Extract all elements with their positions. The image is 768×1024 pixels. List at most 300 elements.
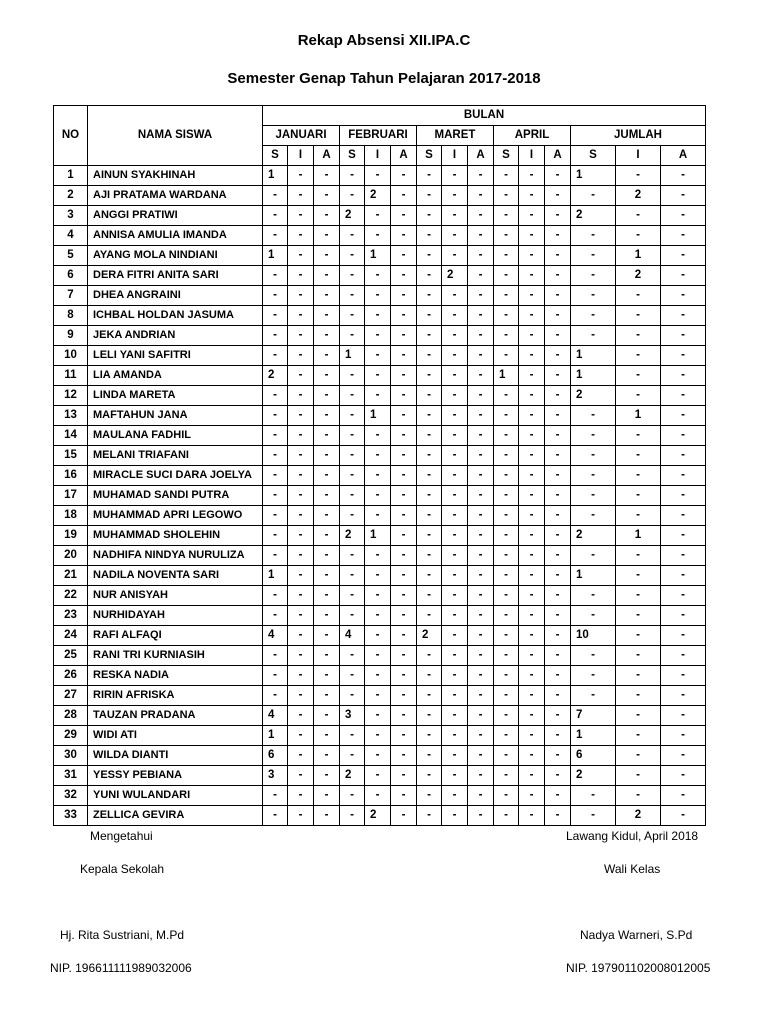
attendance-cell: - bbox=[519, 346, 545, 366]
attendance-cell: - bbox=[442, 166, 468, 186]
attendance-cell: - bbox=[288, 626, 314, 646]
attendance-cell: - bbox=[314, 686, 340, 706]
attendance-cell: - bbox=[494, 266, 519, 286]
student-name: RANI TRI KURNIASIH bbox=[88, 646, 263, 666]
attendance-cell: - bbox=[519, 766, 545, 786]
student-name: AJI PRATAMA WARDANA bbox=[88, 186, 263, 206]
attendance-cell: - bbox=[494, 546, 519, 566]
attendance-cell: - bbox=[519, 726, 545, 746]
row-number: 31 bbox=[54, 766, 88, 786]
attendance-cell: - bbox=[340, 666, 365, 686]
row-number: 3 bbox=[54, 206, 88, 226]
attendance-cell: - bbox=[545, 346, 571, 366]
attendance-cell: - bbox=[365, 266, 391, 286]
header-nama-siswa: NAMA SISWA bbox=[88, 106, 263, 166]
attendance-cell: - bbox=[545, 766, 571, 786]
student-name: MAFTAHUN JANA bbox=[88, 406, 263, 426]
row-number: 25 bbox=[54, 646, 88, 666]
attendance-cell: - bbox=[442, 366, 468, 386]
row-number: 32 bbox=[54, 786, 88, 806]
attendance-cell: - bbox=[545, 166, 571, 186]
attendance-cell: - bbox=[417, 286, 442, 306]
attendance-cell: - bbox=[571, 606, 616, 626]
attendance-cell: - bbox=[468, 606, 494, 626]
student-name: ICHBAL HOLDAN JASUMA bbox=[88, 306, 263, 326]
attendance-cell: - bbox=[468, 666, 494, 686]
attendance-cell: - bbox=[288, 206, 314, 226]
attendance-cell: - bbox=[468, 446, 494, 466]
attendance-cell: - bbox=[545, 506, 571, 526]
attendance-cell: - bbox=[417, 706, 442, 726]
attendance-cell: - bbox=[417, 246, 442, 266]
attendance-cell: - bbox=[263, 606, 288, 626]
attendance-cell: - bbox=[545, 226, 571, 246]
attendance-cell: - bbox=[494, 686, 519, 706]
attendance-cell: - bbox=[442, 626, 468, 646]
row-number: 30 bbox=[54, 746, 88, 766]
row-number: 26 bbox=[54, 666, 88, 686]
attendance-cell: - bbox=[545, 446, 571, 466]
attendance-cell: - bbox=[288, 746, 314, 766]
attendance-cell: - bbox=[616, 466, 661, 486]
attendance-cell: - bbox=[417, 506, 442, 526]
attendance-cell: - bbox=[263, 186, 288, 206]
attendance-cell: - bbox=[314, 806, 340, 826]
attendance-cell: - bbox=[545, 786, 571, 806]
attendance-cell: - bbox=[340, 286, 365, 306]
attendance-cell: - bbox=[571, 446, 616, 466]
attendance-cell: - bbox=[519, 646, 545, 666]
attendance-cell: - bbox=[417, 186, 442, 206]
attendance-cell: - bbox=[314, 366, 340, 386]
attendance-cell: - bbox=[288, 726, 314, 746]
attendance-cell: - bbox=[616, 766, 661, 786]
attendance-cell: - bbox=[263, 386, 288, 406]
attendance-cell: - bbox=[340, 726, 365, 746]
attendance-cell: - bbox=[519, 626, 545, 646]
attendance-cell: - bbox=[468, 646, 494, 666]
row-number: 7 bbox=[54, 286, 88, 306]
attendance-cell: - bbox=[442, 686, 468, 706]
attendance-cell: - bbox=[519, 246, 545, 266]
header-month-januari: JANUARI bbox=[263, 126, 340, 146]
student-name: MUHAMAD SANDI PUTRA bbox=[88, 486, 263, 506]
attendance-cell: - bbox=[391, 746, 417, 766]
table-row bbox=[54, 566, 706, 586]
attendance-cell: - bbox=[365, 326, 391, 346]
attendance-cell: 1 bbox=[365, 406, 391, 426]
attendance-cell: - bbox=[417, 746, 442, 766]
attendance-cell: - bbox=[263, 506, 288, 526]
attendance-cell: - bbox=[314, 206, 340, 226]
attendance-cell: - bbox=[494, 766, 519, 786]
attendance-cell: - bbox=[442, 506, 468, 526]
attendance-cell: 1 bbox=[571, 726, 616, 746]
attendance-cell: - bbox=[263, 646, 288, 666]
attendance-cell: - bbox=[365, 706, 391, 726]
attendance-cell: - bbox=[417, 786, 442, 806]
attendance-cell: - bbox=[263, 486, 288, 506]
row-number: 6 bbox=[54, 266, 88, 286]
attendance-cell: - bbox=[616, 666, 661, 686]
row-number: 23 bbox=[54, 606, 88, 626]
attendance-cell: - bbox=[519, 286, 545, 306]
attendance-cell: - bbox=[365, 586, 391, 606]
attendance-cell: - bbox=[263, 286, 288, 306]
attendance-cell: - bbox=[391, 446, 417, 466]
attendance-cell: - bbox=[519, 786, 545, 806]
attendance-cell: - bbox=[545, 586, 571, 606]
attendance-cell: - bbox=[571, 286, 616, 306]
table-row bbox=[54, 166, 706, 186]
attendance-cell: - bbox=[263, 306, 288, 326]
student-name: MAULANA FADHIL bbox=[88, 426, 263, 446]
attendance-cell: - bbox=[519, 186, 545, 206]
attendance-cell: 2 bbox=[340, 206, 365, 226]
attendance-cell: - bbox=[468, 226, 494, 246]
attendance-cell: - bbox=[494, 326, 519, 346]
attendance-cell: 1 bbox=[616, 406, 661, 426]
attendance-cell: - bbox=[417, 306, 442, 326]
table-row bbox=[54, 306, 706, 326]
attendance-cell: - bbox=[288, 646, 314, 666]
table-row bbox=[54, 486, 706, 506]
row-number: 22 bbox=[54, 586, 88, 606]
attendance-cell: 1 bbox=[571, 366, 616, 386]
attendance-cell: - bbox=[616, 606, 661, 626]
attendance-cell: - bbox=[340, 506, 365, 526]
table-row bbox=[54, 226, 706, 246]
attendance-cell: - bbox=[468, 806, 494, 826]
attendance-cell: - bbox=[494, 606, 519, 626]
kepala-sekolah-role: Kepala Sekolah bbox=[80, 862, 165, 876]
attendance-cell: - bbox=[417, 606, 442, 626]
attendance-cell: 1 bbox=[571, 166, 616, 186]
header-code-i: I bbox=[442, 146, 468, 166]
attendance-cell: - bbox=[442, 186, 468, 206]
attendance-cell: - bbox=[417, 646, 442, 666]
attendance-cell: - bbox=[519, 386, 545, 406]
attendance-cell: - bbox=[365, 366, 391, 386]
attendance-cell: - bbox=[468, 686, 494, 706]
attendance-cell: - bbox=[519, 706, 545, 726]
attendance-cell: - bbox=[519, 666, 545, 686]
student-name: NURHIDAYAH bbox=[88, 606, 263, 626]
attendance-cell: - bbox=[545, 326, 571, 346]
student-name: RESKA NADIA bbox=[88, 666, 263, 686]
attendance-cell: - bbox=[545, 686, 571, 706]
attendance-cell: - bbox=[616, 626, 661, 646]
attendance-cell: 2 bbox=[571, 526, 616, 546]
student-name: RAFI ALFAQI bbox=[88, 626, 263, 646]
attendance-cell: - bbox=[417, 726, 442, 746]
attendance-cell: - bbox=[519, 586, 545, 606]
attendance-cell: 4 bbox=[263, 706, 288, 726]
attendance-cell: - bbox=[468, 586, 494, 606]
attendance-cell: - bbox=[545, 566, 571, 586]
attendance-cell: - bbox=[314, 566, 340, 586]
attendance-cell: - bbox=[314, 346, 340, 366]
attendance-cell: - bbox=[661, 706, 706, 726]
attendance-cell: - bbox=[417, 766, 442, 786]
attendance-cell: - bbox=[661, 246, 706, 266]
attendance-cell: - bbox=[519, 566, 545, 586]
row-number: 15 bbox=[54, 446, 88, 466]
attendance-cell: - bbox=[417, 386, 442, 406]
table-row bbox=[54, 786, 706, 806]
attendance-cell: - bbox=[661, 226, 706, 246]
table-row bbox=[54, 706, 706, 726]
attendance-cell: - bbox=[288, 246, 314, 266]
attendance-cell: - bbox=[391, 666, 417, 686]
attendance-cell: - bbox=[442, 286, 468, 306]
attendance-cell: - bbox=[661, 366, 706, 386]
attendance-cell: - bbox=[661, 646, 706, 666]
header-code-a: A bbox=[314, 146, 340, 166]
attendance-cell: - bbox=[468, 546, 494, 566]
attendance-cell: - bbox=[263, 426, 288, 446]
attendance-cell: - bbox=[417, 326, 442, 346]
row-number: 8 bbox=[54, 306, 88, 326]
student-name: LIA AMANDA bbox=[88, 366, 263, 386]
attendance-cell: - bbox=[468, 706, 494, 726]
attendance-cell: 1 bbox=[340, 346, 365, 366]
student-name: MELANI TRIAFANI bbox=[88, 446, 263, 466]
student-name: ANGGI PRATIWI bbox=[88, 206, 263, 226]
attendance-cell: - bbox=[494, 166, 519, 186]
table-row bbox=[54, 666, 706, 686]
attendance-cell: - bbox=[494, 386, 519, 406]
attendance-cell: 2 bbox=[571, 386, 616, 406]
table-row bbox=[54, 586, 706, 606]
attendance-cell: - bbox=[442, 346, 468, 366]
attendance-cell: - bbox=[314, 286, 340, 306]
attendance-cell: - bbox=[340, 486, 365, 506]
header-code-i: I bbox=[519, 146, 545, 166]
attendance-cell: - bbox=[442, 466, 468, 486]
attendance-cell: - bbox=[468, 266, 494, 286]
row-number: 27 bbox=[54, 686, 88, 706]
attendance-cell: - bbox=[494, 246, 519, 266]
attendance-cell: - bbox=[391, 586, 417, 606]
attendance-cell: - bbox=[468, 366, 494, 386]
attendance-cell: - bbox=[442, 726, 468, 746]
attendance-cell: 4 bbox=[340, 626, 365, 646]
attendance-cell: 7 bbox=[571, 706, 616, 726]
attendance-cell: - bbox=[442, 806, 468, 826]
attendance-cell: - bbox=[391, 186, 417, 206]
attendance-cell: 1 bbox=[494, 366, 519, 386]
student-name: YUNI WULANDARI bbox=[88, 786, 263, 806]
attendance-cell: - bbox=[288, 466, 314, 486]
attendance-cell: - bbox=[468, 486, 494, 506]
attendance-cell: 2 bbox=[571, 206, 616, 226]
attendance-cell: - bbox=[545, 246, 571, 266]
attendance-cell: - bbox=[616, 326, 661, 346]
attendance-cell: - bbox=[391, 506, 417, 526]
attendance-cell: - bbox=[417, 406, 442, 426]
attendance-cell: - bbox=[571, 806, 616, 826]
row-number: 17 bbox=[54, 486, 88, 506]
row-number: 1 bbox=[54, 166, 88, 186]
attendance-cell: - bbox=[519, 746, 545, 766]
attendance-cell: - bbox=[417, 366, 442, 386]
attendance-cell: - bbox=[545, 486, 571, 506]
attendance-cell: 1 bbox=[263, 246, 288, 266]
attendance-cell: - bbox=[468, 386, 494, 406]
attendance-cell: - bbox=[519, 206, 545, 226]
student-name: NUR ANISYAH bbox=[88, 586, 263, 606]
attendance-cell: - bbox=[571, 406, 616, 426]
attendance-cell: - bbox=[519, 306, 545, 326]
attendance-cell: - bbox=[365, 646, 391, 666]
attendance-cell: - bbox=[494, 286, 519, 306]
attendance-cell: - bbox=[616, 546, 661, 566]
attendance-cell: - bbox=[288, 506, 314, 526]
attendance-cell: - bbox=[616, 306, 661, 326]
attendance-cell: - bbox=[616, 586, 661, 606]
attendance-cell: - bbox=[340, 306, 365, 326]
table-row bbox=[54, 206, 706, 226]
attendance-cell: - bbox=[365, 786, 391, 806]
attendance-cell: - bbox=[571, 686, 616, 706]
attendance-cell: - bbox=[288, 686, 314, 706]
attendance-cell: - bbox=[661, 786, 706, 806]
attendance-cell: - bbox=[314, 766, 340, 786]
attendance-cell: 1 bbox=[365, 526, 391, 546]
attendance-cell: - bbox=[519, 506, 545, 526]
attendance-cell: - bbox=[340, 266, 365, 286]
attendance-cell: - bbox=[365, 226, 391, 246]
attendance-cell: 1 bbox=[263, 566, 288, 586]
attendance-cell: - bbox=[661, 306, 706, 326]
table-row bbox=[54, 806, 706, 826]
row-number: 19 bbox=[54, 526, 88, 546]
attendance-cell: - bbox=[519, 686, 545, 706]
attendance-cell: - bbox=[288, 386, 314, 406]
attendance-cell: - bbox=[468, 206, 494, 226]
attendance-cell: - bbox=[661, 326, 706, 346]
table-row bbox=[54, 726, 706, 746]
attendance-cell: - bbox=[314, 526, 340, 546]
attendance-cell: - bbox=[365, 566, 391, 586]
attendance-cell: - bbox=[616, 706, 661, 726]
student-name: WIDI ATI bbox=[88, 726, 263, 746]
attendance-cell: - bbox=[571, 646, 616, 666]
attendance-cell: - bbox=[288, 326, 314, 346]
attendance-cell: - bbox=[661, 766, 706, 786]
table-row bbox=[54, 326, 706, 346]
table-row bbox=[54, 266, 706, 286]
attendance-cell: - bbox=[288, 586, 314, 606]
table-row bbox=[54, 406, 706, 426]
attendance-cell: 2 bbox=[417, 626, 442, 646]
attendance-cell: - bbox=[616, 286, 661, 306]
table-row bbox=[54, 646, 706, 666]
table-row bbox=[54, 246, 706, 266]
row-number: 9 bbox=[54, 326, 88, 346]
attendance-cell: - bbox=[314, 306, 340, 326]
attendance-cell: - bbox=[314, 646, 340, 666]
attendance-cell: - bbox=[365, 686, 391, 706]
attendance-cell: - bbox=[365, 446, 391, 466]
attendance-cell: - bbox=[340, 686, 365, 706]
attendance-cell: - bbox=[571, 666, 616, 686]
attendance-cell: 2 bbox=[616, 806, 661, 826]
table-row bbox=[54, 366, 706, 386]
attendance-cell: - bbox=[468, 246, 494, 266]
attendance-cell: - bbox=[314, 386, 340, 406]
row-number: 21 bbox=[54, 566, 88, 586]
attendance-cell: - bbox=[365, 746, 391, 766]
header-code-i: I bbox=[616, 146, 661, 166]
attendance-cell: - bbox=[263, 446, 288, 466]
attendance-cell: - bbox=[365, 166, 391, 186]
attendance-cell: - bbox=[417, 686, 442, 706]
attendance-cell: - bbox=[571, 546, 616, 566]
attendance-cell: - bbox=[288, 306, 314, 326]
attendance-cell: - bbox=[661, 746, 706, 766]
attendance-cell: - bbox=[519, 166, 545, 186]
attendance-cell: - bbox=[263, 466, 288, 486]
attendance-cell: - bbox=[616, 566, 661, 586]
attendance-cell: - bbox=[661, 686, 706, 706]
attendance-cell: - bbox=[519, 606, 545, 626]
attendance-cell: - bbox=[468, 406, 494, 426]
attendance-cell: - bbox=[442, 386, 468, 406]
attendance-cell: - bbox=[442, 786, 468, 806]
attendance-cell: - bbox=[661, 586, 706, 606]
attendance-cell: - bbox=[571, 226, 616, 246]
attendance-cell: - bbox=[494, 426, 519, 446]
attendance-cell: - bbox=[468, 186, 494, 206]
attendance-cell: - bbox=[340, 426, 365, 446]
attendance-cell: 1 bbox=[263, 726, 288, 746]
student-name: ANNISA AMULIA IMANDA bbox=[88, 226, 263, 246]
attendance-cell: - bbox=[442, 246, 468, 266]
attendance-cell: - bbox=[288, 266, 314, 286]
attendance-cell: - bbox=[340, 546, 365, 566]
attendance-cell: - bbox=[442, 766, 468, 786]
attendance-cell: - bbox=[288, 706, 314, 726]
attendance-cell: - bbox=[494, 466, 519, 486]
student-name: NADILA NOVENTA SARI bbox=[88, 566, 263, 586]
attendance-cell: - bbox=[494, 486, 519, 506]
attendance-cell: - bbox=[661, 266, 706, 286]
attendance-cell: - bbox=[391, 566, 417, 586]
attendance-cell: - bbox=[391, 326, 417, 346]
attendance-cell: - bbox=[417, 426, 442, 446]
attendance-cell: - bbox=[340, 226, 365, 246]
attendance-cell: - bbox=[365, 766, 391, 786]
row-number: 14 bbox=[54, 426, 88, 446]
attendance-cell: 6 bbox=[263, 746, 288, 766]
attendance-cell: - bbox=[519, 526, 545, 546]
attendance-cell: - bbox=[442, 646, 468, 666]
attendance-cell: - bbox=[616, 446, 661, 466]
attendance-cell: - bbox=[365, 426, 391, 446]
attendance-cell: - bbox=[365, 286, 391, 306]
attendance-cell: - bbox=[571, 186, 616, 206]
row-number: 33 bbox=[54, 806, 88, 826]
attendance-cell: - bbox=[545, 706, 571, 726]
attendance-cell: - bbox=[494, 706, 519, 726]
attendance-table bbox=[53, 105, 706, 826]
attendance-cell: - bbox=[545, 626, 571, 646]
table-row bbox=[54, 746, 706, 766]
attendance-cell: - bbox=[519, 466, 545, 486]
attendance-cell: - bbox=[314, 446, 340, 466]
